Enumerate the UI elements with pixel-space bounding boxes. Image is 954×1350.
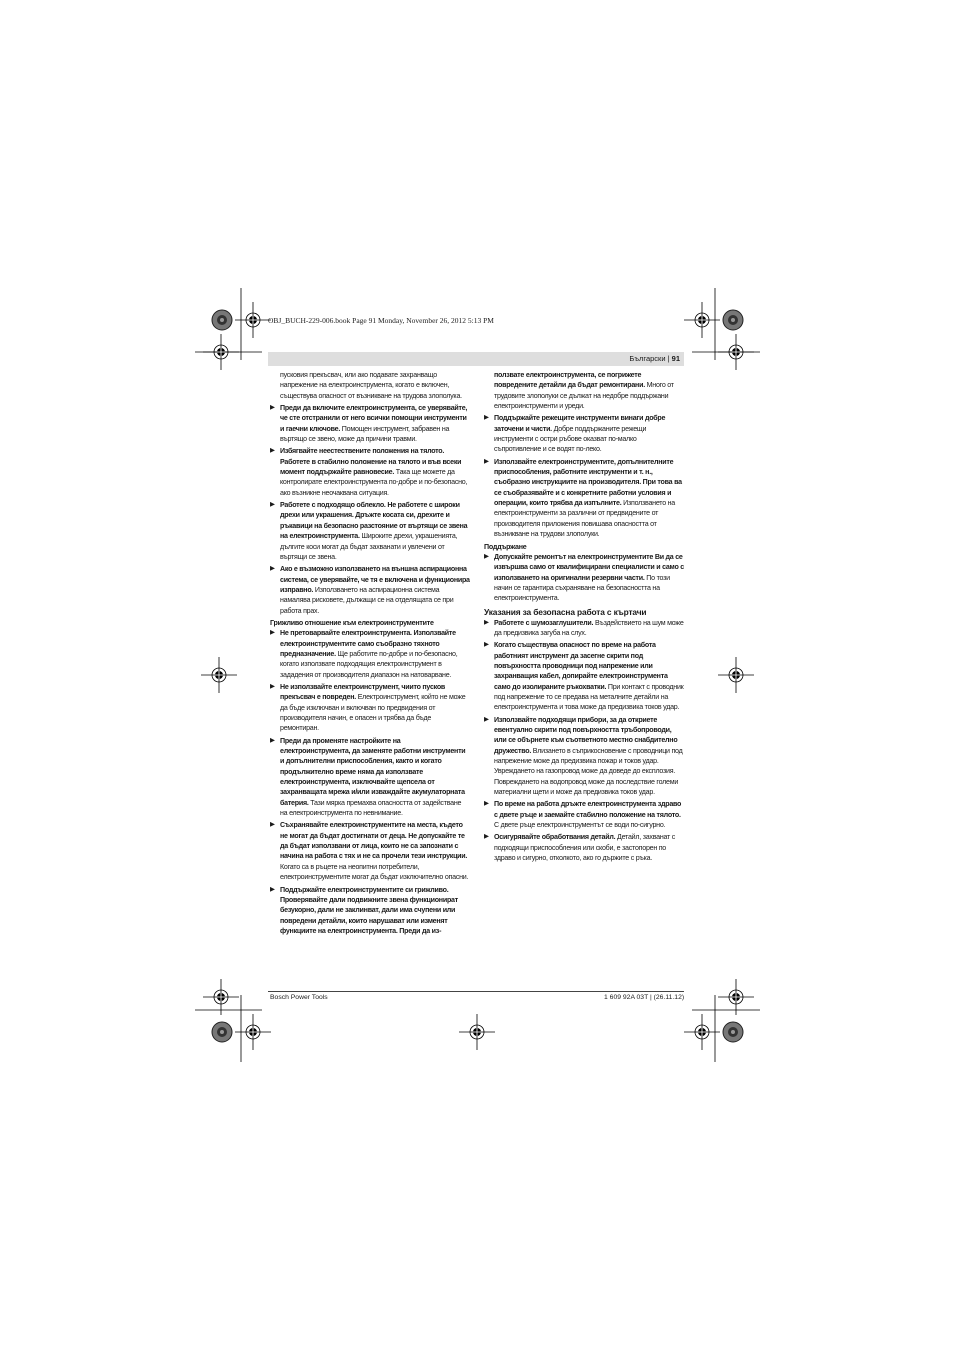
item-plain-text: Така ще можете да контролирате електроинструмента по-добре и по-безопасно, ако възникне неочаквана ситуация. <box>280 468 468 497</box>
footer-doc-number: 1 609 92A 03T | (26.11.12) <box>604 994 685 1001</box>
section-title-service: Поддържане <box>484 542 527 551</box>
item-bold-text: Използвайте подходящи прибори, за да откриете евентуално скрити под повърхността тръбопроводи, или се обърнете към съответното местно снабдително дружество. <box>494 715 678 755</box>
list-item <box>270 500 470 562</box>
bullet-arrow-icon: ▶ <box>484 833 489 841</box>
bullet-arrow-icon: ▶ <box>270 682 275 690</box>
item-bold-text: Поддържайте електроинструментите си грижливо. Проверявайте дали подвижните звена функционират безукорно, дали не заклинват, дали има счупени или повредени детайли, които нарушават или изменят функциите на електроинструмента. Преди да из- <box>280 885 458 935</box>
item-bold-text: Ако е възможно използването на външна аспирационна система, се уверявайте, че тя е включена и функционира изправно. <box>280 565 470 594</box>
header-language: Български <box>629 354 666 363</box>
list-item <box>484 618 684 639</box>
footer-rule <box>268 991 684 992</box>
item-bold-text: Избягвайте неестествените положения на тялото. Работете в стабилно положение на тялото и във всеки момент поддържайте равновесие. <box>280 447 462 477</box>
section-title-safety: Указания за безопасна работа с къртачи <box>484 606 647 617</box>
list-item <box>270 820 470 882</box>
continued-plain: Много от трудовите злополуки се дължат на недобре поддържани електроинструменти и уреди. <box>494 381 674 411</box>
item-plain-text: Помощен инструмент, забравен на въртящо се звено, може да причини травми. <box>280 424 450 444</box>
column-left <box>270 370 470 938</box>
bullet-arrow-icon: ▶ <box>484 618 489 626</box>
page-number: 91 <box>671 354 680 363</box>
bullet-arrow-icon: ▶ <box>484 715 489 723</box>
header-divider: | <box>667 354 670 363</box>
item-bold-text: Допускайте ремонтът на електроинструментите Ви да се извършва само от квалифицирани специалисти и само с използването на оригинални резервни части. <box>494 552 684 582</box>
list-item <box>484 413 684 454</box>
bullet-arrow-icon: ▶ <box>270 501 275 509</box>
item-bold-text: Използвайте електроинструментите, допълнителните приспособления, работните инструменти и т. н., съобразно инструкциите на производителя. При това ва се съобразявайте и с конкретните работни условия и операции, които трябва да изпълните. <box>494 457 682 508</box>
bullet-arrow-icon: ▶ <box>484 457 489 465</box>
bullet-arrow-icon: ▶ <box>484 552 489 560</box>
list-item <box>270 564 470 616</box>
continued-bold: ползвате електроинструмента, се погрижете повредените детайли да бъдат ремонтирани. <box>494 371 645 390</box>
bullet-arrow-icon: ▶ <box>270 404 275 412</box>
item-plain-text: Електроинструмент, който не може да бъде изключван и включван по предвидения от производителя начин, е опасен и трябва да бъде ремонтиран. <box>280 693 466 733</box>
bullet-arrow-icon: ▶ <box>270 885 275 893</box>
item-plain-text: По този начин се гарантира съхраняване на безопасността на електроинструмента. <box>494 573 670 603</box>
item-bold-text: Работете с шумозаглушители. <box>494 618 594 627</box>
list-item <box>484 457 684 540</box>
bullet-arrow-icon: ▶ <box>270 629 275 637</box>
item-bold-text: Работете с подходящо облекло. Не работете с широки дрехи или украшения. Дръжте косата си, дрехите и ръкавици на безопасно разстояние от въртящи се звена на електроинструмента. <box>280 501 468 541</box>
print-slug: OBJ_BUCH-229-006.book Page 91 Monday, November 26, 2012 5:13 PM <box>268 316 494 325</box>
bullet-arrow-icon: ▶ <box>270 736 275 744</box>
bullet-arrow-icon: ▶ <box>484 641 489 649</box>
page-header <box>268 352 684 366</box>
item-plain-text: Тази мярка премахва опасността от задействане на електроинструмента по невнимание. <box>280 798 462 818</box>
list-item <box>270 885 470 937</box>
item-plain-text: Въздействието на шум може да предизвика загуба на слух. <box>494 618 684 637</box>
list-item <box>270 736 470 819</box>
item-bold-text: Съхранявайте електроинструментите на места, където не могат да бъдат достигнати от деца. Не допускайте те да бъдат използвани от лица, които не са запознати с начина на работа с тях и не са прочели тези инструкции. <box>280 821 468 861</box>
item-plain-text: Използването на електроинструменти за различни от предвидените от производителя приложения повишава опасността от възникване на трудови злополуки. <box>494 499 675 539</box>
list-item <box>484 832 684 863</box>
item-bold-text: Преди да променяте настройките на електроинструмента, да заменяте работни инструменти и допълнителни приспособления, както и когато продължително време няма да използвате електроинструмента, изключвайте щепсела от захранващата мрежа и/или изваждайте акумулаторната батерия. <box>280 736 466 807</box>
continued-item <box>484 370 684 411</box>
bullet-arrow-icon: ▶ <box>484 800 489 808</box>
item-plain-text: Детайл, захванат с подходящи приспособления или скоби, е застопорен по здраво и сигурно, отколкото, ако го държите с ръка. <box>494 833 676 863</box>
section-title-care: Грижливо отношение към електроинструментите <box>270 618 434 627</box>
bullet-arrow-icon: ▶ <box>270 821 275 829</box>
item-bold-text: Осигурявайте обработвания детайл. <box>494 833 616 842</box>
column-right <box>484 370 684 865</box>
item-plain-text: С двете ръце електроинструментът се води по-сигурно. <box>494 821 666 830</box>
item-bold-text: Преди да включите електроинструмента, се уверявайте, че сте отстранили от него всички помощни инструменти и гаечни ключове. <box>280 404 468 433</box>
item-plain-text: Широките дрехи, украшенията, дългите коси могат да бъдат захванати и увлечени от въртящи се звена. <box>280 532 458 561</box>
list-item <box>270 446 470 498</box>
footer-brand: Bosch Power Tools <box>270 994 328 1001</box>
item-bold-text: Поддържайте режещите инструменти винаги добре заточени и чисти. <box>494 414 666 433</box>
list-item <box>484 715 684 798</box>
item-plain-text: Добре поддържаните режещи инструменти с остри ръбове оказват по-малко съпротивление и се водят по-леко. <box>494 424 647 454</box>
bullet-arrow-icon: ▶ <box>270 565 275 573</box>
continued-text: пусковия прекъсвач, или ако подавате захранващо напрежение на електроинструмента, когато е включен, съществува опасност от възникване на трудова злополука. <box>280 371 462 400</box>
list-item <box>270 403 470 444</box>
bullet-arrow-icon: ▶ <box>484 414 489 422</box>
item-bold-text: По време на работа дръжте електроинструмента здраво с двете ръце и заемайте стабилно положение на тялото. <box>494 800 682 819</box>
list-item <box>484 640 684 712</box>
item-bold-text: Не претоварвайте електроинструмента. Използвайте електроинструментите само съобразно тяхното предназначение. <box>280 629 456 658</box>
item-bold-text: Когато съществува опасност по време на работа работният инструмент да засегне скрити под повърхността проводници под напрежение или захранващия кабел, допирайте електроинструмента само до изолираните ръкохватки. <box>494 641 668 691</box>
item-plain-text: Влизането в съприкосновение с проводници под напрежение може да предизвика пожар и токов удар. Увреждането на газопровод може да доведе до експлозия. Повреждането на водопровод може да последствие големи материални щети и може да предизвика токов удар. <box>494 746 683 797</box>
item-plain-text: Използването на аспирационна система намалява рисковете, дължащи се на отделящата се при работа прах. <box>280 585 454 615</box>
list-item <box>270 628 470 680</box>
list-item <box>484 552 684 604</box>
list-item <box>270 682 470 734</box>
item-plain-text: Ще работите по-добре и по-безопасно, когато използвате подходящия електроинструмент в зададения от производителя диапазон на натоварване. <box>280 649 458 679</box>
item-bold-text: Не използвайте електроинструмент, чиито пусков прекъсвач е повреден. <box>280 682 446 702</box>
bullet-arrow-icon: ▶ <box>270 447 275 455</box>
item-plain-text: Когато са в ръцете на неопитни потребители, електроинструментите могат да бъдат изключително опасни. <box>280 862 469 882</box>
list-item <box>484 799 684 830</box>
item-plain-text: При контакт с проводник под напрежение то се предава на металните детайли на електроинструмента и това може да предизвика токов удар. <box>494 682 684 712</box>
